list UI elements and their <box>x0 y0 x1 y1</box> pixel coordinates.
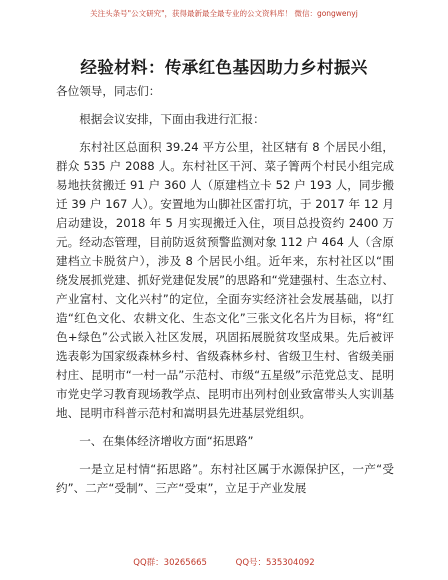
document-title: 经验材料：传承红色基因助力乡村振兴 <box>80 58 368 77</box>
paragraph-overview: 东村社区总面积 39.24 平方公里，社区辖有 8 个居民小组，群众 535 户 2088 人。东村社区干河、菜子箐两个村民小组完成易地扶贫搬迁 91 户 360 人（原建档立卡 52 户 193 人，同步搬迁 39 户 167 人）。安置地为山脚社区雷打坑，于 2017 年 12 月启动建设，2018 年 5 月实现搬迁入住，项目总投资约 2400 万元。经动态管理，目前防返贫预警监测对象 112 户 464 人（含原建档立卡脱贫户），涉及 8 个居民小组。近年来，东村社区以“围绕发展抓党建、抓好党建促发展”的思路和“党建强村、生态立村、产业富村、文化兴村”的定位，全面夯实经济社会发展基础，以打造“红色文化、农耕文化、生态文化”三张文化名片为目标，将“红色+绿色”公式嵌入社区发展，巩固拓展脱贫攻坚成果。先后被评选表彰为国家级森林乡村、省级森林乡村、省级卫生村、省级美丽村庄、昆明市“一村一品”示范村、市级“五星级”示范党总支、昆明市党史学习教育现场教学点、昆明市出列村创业致富带头人实训基地、昆明市科普示范村和嵩明县先进基层党组织。 <box>56 140 394 420</box>
footer-qq-group: QQ群：30265665 <box>133 558 207 568</box>
section-heading-1: 一、在集体经济增收方面“拓思路” <box>79 434 254 448</box>
header-banner: 关注头条号"公文研究"，获得最新最全最专业的公文资料库！ 微信：gongwenyj <box>90 9 358 18</box>
document-body <box>56 82 394 498</box>
footer-contact <box>0 556 448 568</box>
paragraph-section-1: 一是立足村情“拓思路”。东村社区属于水源保护区，一产“受约”、二产“受制”、三产“受束”，立足于产业发展 <box>56 462 394 495</box>
greeting: 各位领导，同志们： <box>56 84 161 98</box>
paragraph-intro: 根据会议安排，下面由我进行汇报： <box>79 112 265 126</box>
footer-qq-number: QQ号：535304092 <box>235 558 315 568</box>
